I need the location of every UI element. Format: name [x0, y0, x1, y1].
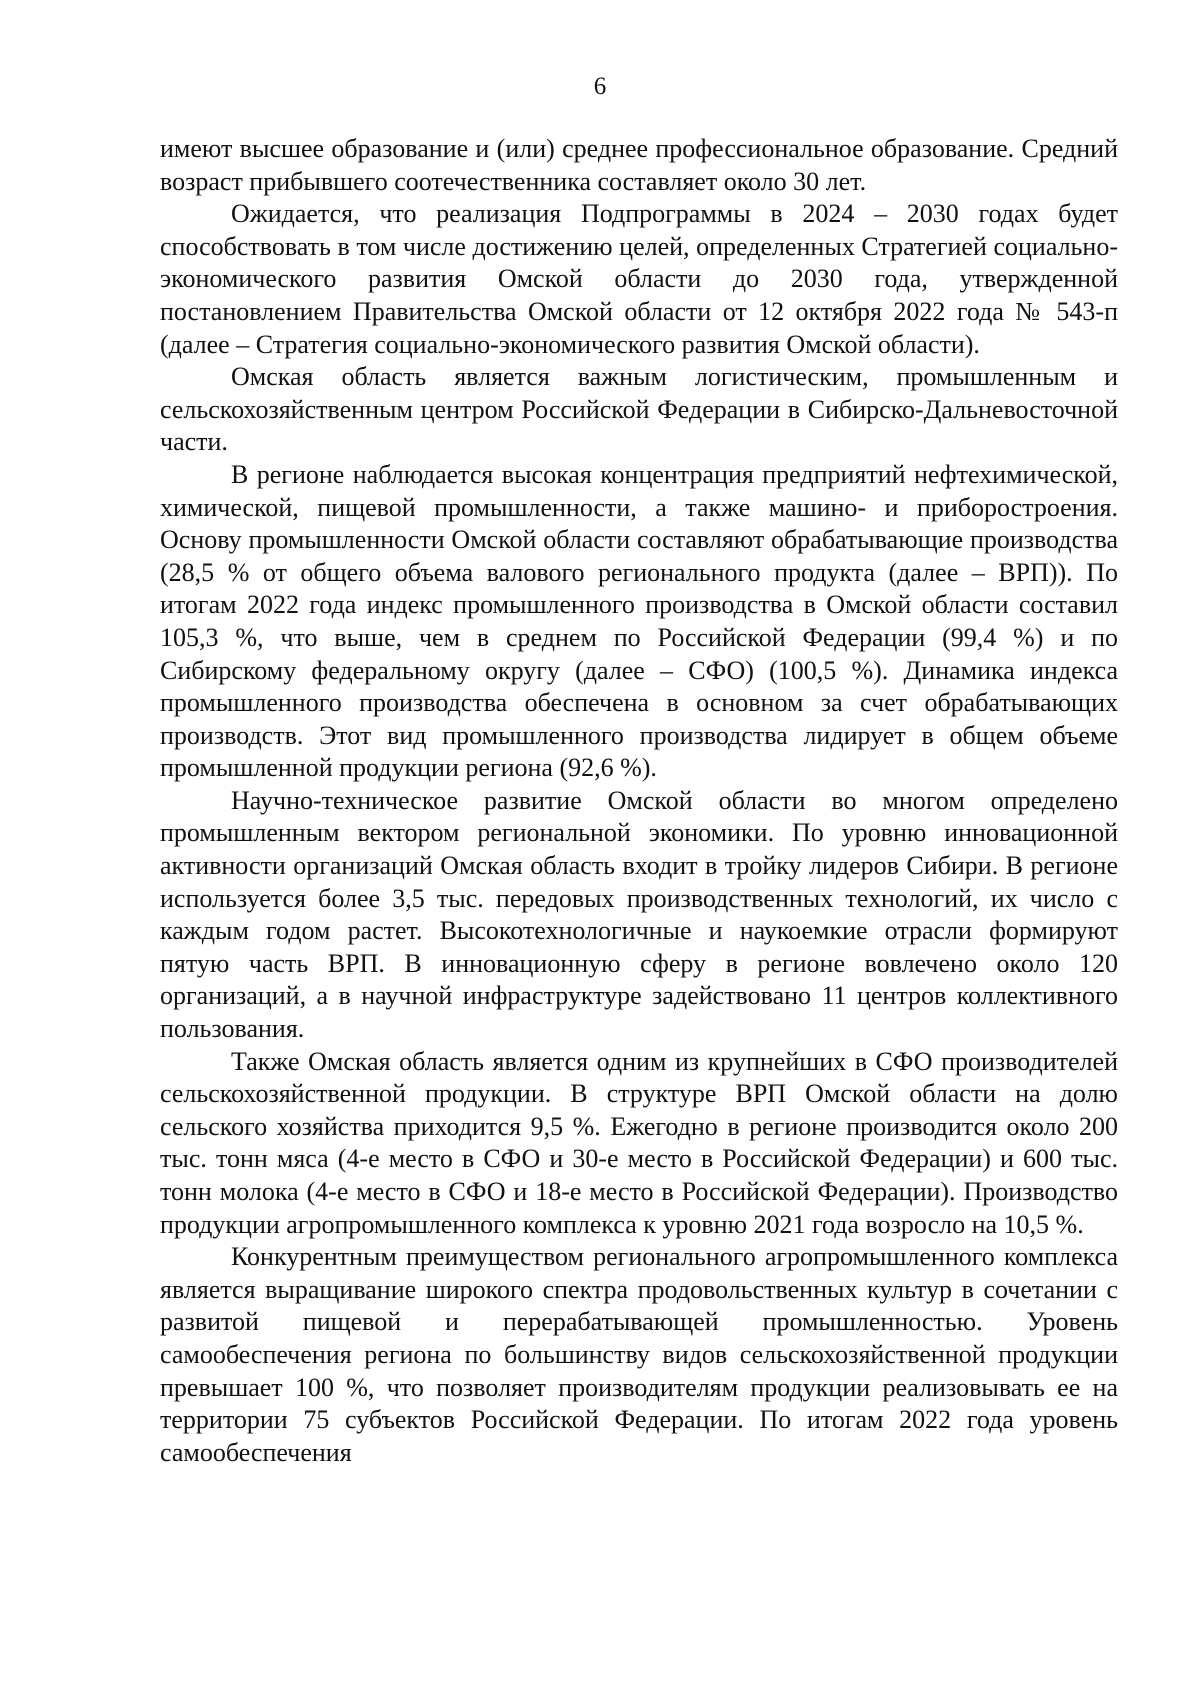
paragraph-subprogram-goals: Ожидается, что реализация Подпрограммы в 2024 – 2030 годах будет способствовать в том числе достижению целей, определенных Стратегией социально-экономического развития Омской области до 2030 года, утвержденной постановлением Правительства Омской области от 12 октября 2022 года № 543-п (далее – Стратегия социально-экономического развития Омской области).: [160, 199, 1118, 359]
paragraph-science-technology: Научно-техническое развитие Омской области во многом определено промышленным вектором региональной экономики. По уровню инновационной активности организаций Омская область входит в тройку лидеров Сибири. В регионе используется более 3,5 тыс. передовых производственных технологий, их число с каждым годом растет. Высокотехнологичные и наукоемкие отрасли формируют пятую часть ВРП. В инновационную сферу в регионе вовлечено около 120 организаций, а в научной инфраструктуре задействовано 11 центров коллективного пользования.: [160, 785, 1118, 1044]
paragraph-industry: В регионе наблюдается высокая концентрация предприятий нефтехимической, химической, пищевой промышленности, а также машино- и приборостроения. Основу промышленности Омской области составляют обрабатывающие производства (28,5 % от общего объема валового регионального продукта (далее – ВРП)). По итогам 2022 года индекс промышленного производства в Омской области составил 105,3 %, что выше, чем в среднем по Российской Федерации (99,4 %) и по Сибирскому федеральному округу (далее – СФО) (100,5 %). Динамика индекса промышленного производства обеспечена в основном за счет обрабатывающих производств. Этот вид промышленного производства лидирует в общем объеме промышленной продукции региона (92,6 %).: [160, 459, 1118, 783]
paragraph-agriculture: Также Омская область является одним из крупнейших в СФО производителей сельскохозяйственной продукции. В структуре ВРП Омской области на долю сельского хозяйства приходится 9,5 %. Ежегодно в регионе производится около 200 тыс. тонн мяса (4-е место в СФО и 30-е место в Российской Федерации) и 600 тыс. тонн молока (4-е место в СФО и 18-е место в Российской Федерации). Производство продукции агропромышленного комплекса к уровню 2021 года возросло на 10,5 %.: [160, 1046, 1118, 1239]
paragraph-continuation: имеют высшее образование и (или) среднее профессиональное образование. Средний возраст прибывшего соотечественника составляет около 30 лет.: [160, 134, 1118, 196]
paragraph-agro-advantage: Конкурентным преимуществом регионального агропромышленного комплекса является выращивание широкого спектра продовольственных культур в сочетании с развитой пищевой и перерабатывающей промышленностью. Уровень самообеспечения региона по большинству видов сельскохозяйственной продукции превышает 100 %, что позволяет производителям продукции реализовывать ее на территории 75 субъектов Российской Федерации. По итогам 2022 года уровень самообеспечения: [160, 1242, 1118, 1467]
paragraph-logistics-center: Омская область является важным логистическим, промышленным и сельскохозяйственным центром Российской Федерации в Сибирско-Дальневосточной части.: [160, 362, 1118, 457]
page-number: 6: [593, 73, 607, 100]
document-body: [160, 133, 1118, 1469]
